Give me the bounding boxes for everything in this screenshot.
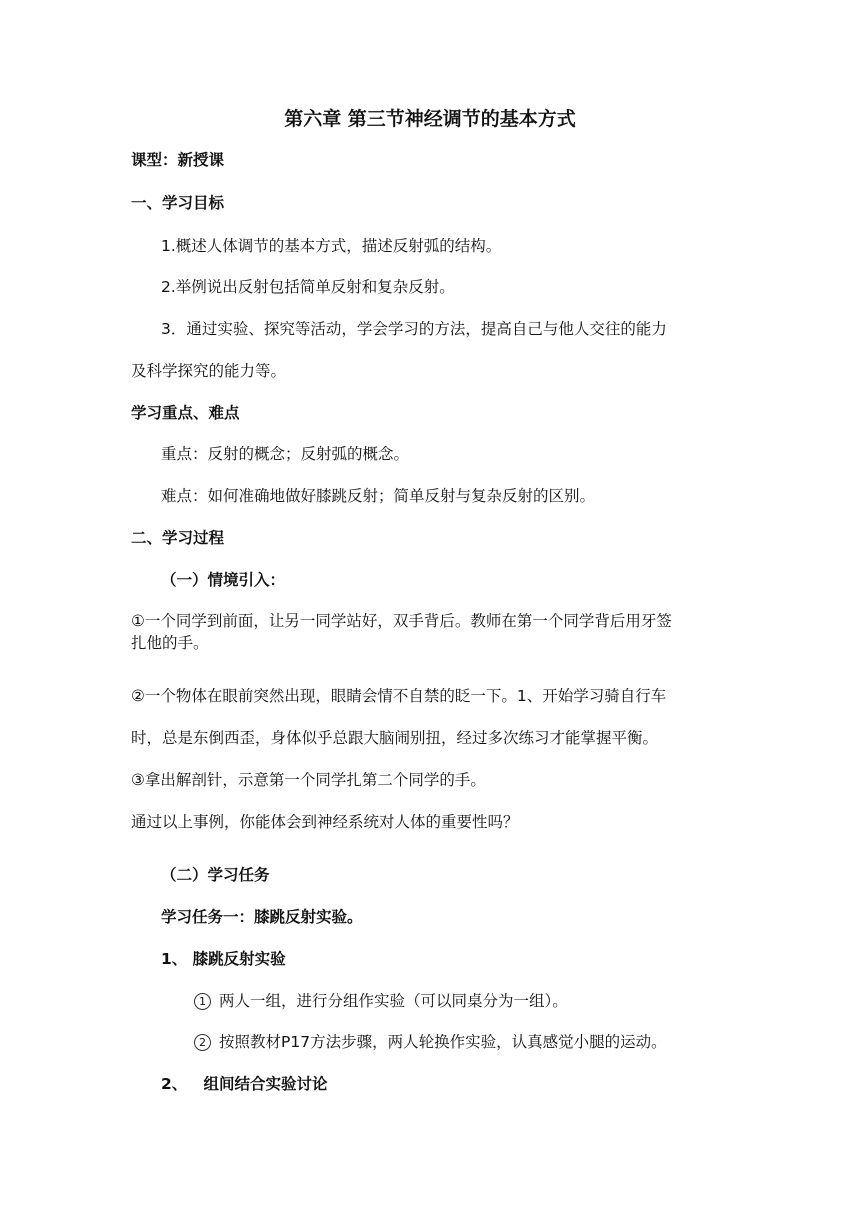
scenario-line: ③拿出解剖针，示意第一个同学扎第二个同学的手。 bbox=[131, 771, 486, 789]
objective-item-continued: 及科学探究的能力等。 bbox=[131, 362, 287, 380]
step-number-badge: 2 bbox=[194, 1034, 211, 1051]
scenario-line: ①一个同学到前面，让另一同学站好，双手背后。教师在第一个同学背后用牙签 bbox=[131, 612, 672, 630]
scenario-question: 通过以上事例，你能体会到神经系统对人体的重要性吗？ bbox=[131, 813, 519, 831]
objective-item: 1.概述人体调节的基本方式，描述反射弧的结构。 bbox=[161, 237, 502, 255]
scenario-line: 扎他的手。 bbox=[131, 634, 209, 652]
section-heading-focus: 学习重点、难点 bbox=[131, 404, 240, 422]
step-text: 按照教材P17方法步骤，两人轮换作实验，认真感觉小腿的运动。 bbox=[219, 1033, 667, 1051]
step-item bbox=[194, 991, 568, 1011]
subsection-heading-tasks: （二）学习任务 bbox=[161, 866, 270, 884]
key-point: 重点：反射的概念；反射弧的概念。 bbox=[161, 445, 410, 463]
document-title: 第六章 第三节神经调节的基本方式 bbox=[284, 108, 576, 130]
step-number-badge: 1 bbox=[194, 993, 211, 1010]
item-heading-experiment: 1、 膝跳反射实验 bbox=[161, 950, 286, 968]
scenario-line: 时，总是东倒西歪，身体似乎总跟大脑闹别扭，经过多次练习才能掌握平衡。 bbox=[131, 729, 659, 747]
section-heading-objectives: 一、学习目标 bbox=[131, 194, 225, 212]
scenario-line: ②一个物体在眼前突然出现，眼睛会情不自禁的眨一下。1、开始学习骑自行车 bbox=[131, 687, 667, 705]
objective-item: 2.举例说出反射包括简单反射和复杂反射。 bbox=[161, 278, 455, 296]
task-heading: 学习任务一：膝跳反射实验。 bbox=[161, 908, 363, 926]
section-heading-process: 二、学习过程 bbox=[131, 529, 225, 547]
step-text: 两人一组，进行分组作实验（可以同桌分为一组）。 bbox=[219, 992, 568, 1010]
objective-item: 3．通过实验、探究等活动，学会学习的方法，提高自己与他人交往的能力 bbox=[161, 320, 667, 338]
lesson-type: 课型：新授课 bbox=[131, 151, 225, 169]
subsection-heading-intro: （一）情境引入： bbox=[161, 571, 286, 589]
step-item bbox=[194, 1032, 667, 1052]
difficult-point: 难点：如何准确地做好膝跳反射；简单反射与复杂反射的区别。 bbox=[161, 487, 596, 505]
item-heading-discussion: 2、 组间结合实验讨论 bbox=[161, 1075, 328, 1093]
